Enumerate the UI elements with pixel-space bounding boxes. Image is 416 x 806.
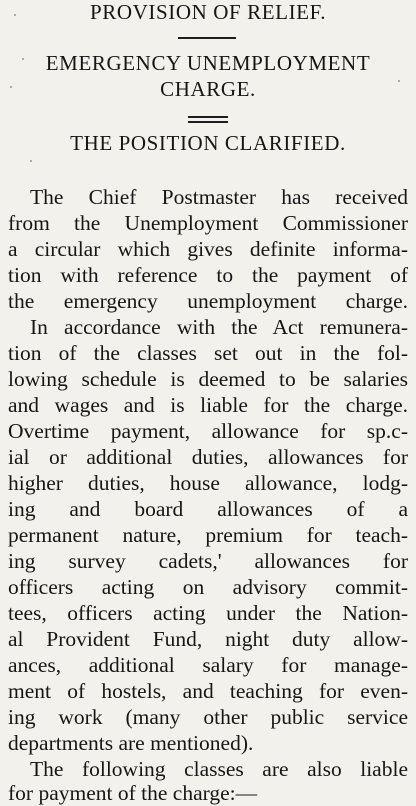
article-line: higher duties, house allowance, lodg-: [8, 471, 408, 495]
article-line: The following classes are also liable: [30, 757, 408, 781]
heading-divider: [188, 116, 228, 118]
print-speck: [14, 14, 16, 16]
article-line: ing and board allowances of a: [8, 497, 408, 521]
article-line: lowing schedule is deemed to be salaries: [8, 367, 408, 391]
article-line: ial or additional duties, allowances for: [8, 445, 408, 469]
article-line: ing survey cadets,' allowances for: [8, 549, 408, 573]
article-line: al Provident Fund, night duty allow-: [8, 627, 408, 651]
heading-provision-of-relief: PROVISION OF RELIEF.: [89, 0, 327, 24]
article-line: tees, officers acting under the Nation-: [8, 601, 408, 625]
print-speck: [22, 58, 24, 60]
article-line: Overtime payment, allowance for sp.c-: [8, 419, 408, 443]
article-line: departments are mentioned).: [8, 731, 254, 755]
article-line: officers acting on advisory commit-: [8, 575, 408, 599]
article-line: The Chief Postmaster has received: [30, 185, 408, 209]
article-line: In accordance with the Act remunera-: [30, 315, 408, 339]
article-line: permanent nature, premium for teach-: [8, 523, 408, 547]
article-line: tion of the classes set out in the fol-: [8, 341, 408, 365]
heading-charge: CHARGE.: [160, 77, 256, 101]
article-line: ing work (many other public service: [8, 705, 408, 729]
print-speck: [398, 80, 400, 82]
article-line: ances, additional salary for manage-: [8, 653, 408, 677]
heading-position-clarified: THE POSITION CLARIFIED.: [70, 131, 346, 155]
article-line: for payment of the charge:—: [8, 781, 258, 805]
heading-divider: [188, 121, 228, 123]
article-line: tion with reference to the payment of: [8, 263, 408, 287]
article-line: from the Unemployment Commissioner: [8, 211, 408, 235]
article-line: and wages and is liable for the charge.: [8, 393, 408, 417]
article-line: the emergency unemployment charge.: [8, 289, 408, 313]
print-speck: [10, 86, 12, 88]
article-line: ment of hostels, and teaching for even-: [8, 679, 408, 703]
print-speck: [30, 160, 32, 162]
article-line: a circular which gives definite informa-: [8, 237, 408, 261]
heading-divider: [178, 37, 236, 39]
heading-emergency-unemployment: EMERGENCY UNEMPLOYMENT: [45, 51, 371, 75]
